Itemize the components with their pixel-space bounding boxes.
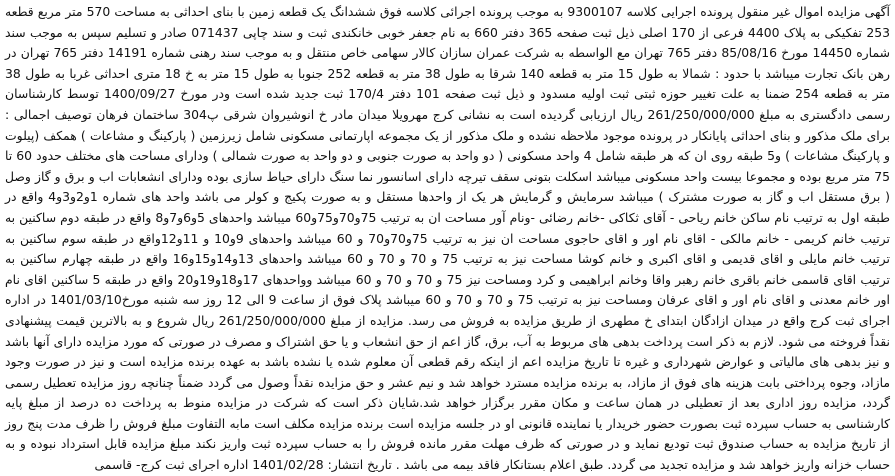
notice-text: آگهی مزایده اموال غیر منقول پرونده اجرایی کلاسه 9300107 به موجب پرونده اجرائی کلاسه فوق ششدانگ یک قطعه زمین با بنای احداثی به مساحت 570 متر مربع قطعه 253 تفکیکی به پلاک 4400 فرعی از 170 اصلی ذیل ثبت صفحه 365 دفتر 660 به نام جعفر خوبی خانکندی ثبت و سند چاپی 071437 صادر و تسلیم سپس به موجب سند شماره 14450 مورخ 85/08/16 دفتر 765 تهران مع الواسطه به شرکت عمران سازان کالار سهامی خاص منتقل و به موجب سند رهنی شماره 14191 دفتر 765 تهران در رهن بانک تجارت میباشد با حدود : شمالا به طول 15 متر به قطعه 140 شرقا به طول 38 متر به قطعه 252 جنوبا به طول 15 متر به خ 18 متری احداثی غربا به طول 38 متر به قطعه 254 ضمنا به علت تغییر حوزه ثبتی ثبت اولیه مسدود و ذیل ثبت صفحه 101 دفتر 170/4 ثبت جدید شده است ودر مورخ 1400/09/27 توسط کارشناسان رسمی دادگستری به مبلغ 261/250/000/000 ریال ارزیابی گردیده است به نشانی کرج مهرویلا میدان مادر خ انوشیروان شرقی پ304 ساختمان فرهان توصیف اجمالی : برای ملک مذکور و بنای احداثی پایانکار در پرونده موجود ملاحظه نشده و ملک مذکور از یک مجموعه اپارتمانی مسکونی شامل زیرزمین ( پارکینگ و مشاعات ) همکف (پیلوت و پارکینگ مشاعات ) و5 طبقه روی ان که هر طبقه شامل 4 واحد مسکونی ( دو واحد به صورت جنوبی و دو واحد به صورت شمالی ) ودارای مساحت های مختلف حدود 60 تا 75 متر مربع بوده و مجموعا بیست واحد مسکونی میباشد اسکلت بتونی سقف تیرچه دارای اسانسور نما سنگ دارای حیاط سازی بوده ودارای انشعابات اب و برق و گاز وصل ( برق مستقل اب و گاز به صورت مشترک ) میباشد سرمایش و گرمایش هر یک از واحدها مستقل و به صورت پکیج و کولر می باشد واحد های شماره 1و2و3و4 واقع در طبقه اول به ترتیب نام ساکن خانم ریاحی - آقای ثکاکی -خانم رضائی -ونام آور مساحت ان به ترتیب 75و70و75و60 میباشد واحدهای 5و6و7و8 واقع در طبقه دوم ساکنین به ترتیب خانم کریمی - خانم مالکی - اقای نام اور و اقای حاجوی مساحت ان نیز به ترتیب 75و70و70 و 60 میباشد واحدهای 9و10 و 11و12واقع در طبقه سوم ساکنین به ترتیب خانم مایلی و اقای قدیمی و اقای اکبری و خانم کوشا مساحت نیز به ترتیب 75 و 70 و 70 و 60 میباشد واحدهای 13و14و15و16 واقع در طبقه چهارم ساکنین به ترتیب اقای قاسمی خانم باقری خانم رهبر واقا وخانم ابراهیمی و کرد ومساحت نیز 75 و 70 و 70 و 60 میباشد وواحدهای 17و18و19و20 واقع در طبقه 5 ساکنین اقای نام اور خانم معدنی و اقای نام اور و اقای عرفان ومساحت نیز به ترتیب 75 و 70 و 70 و 60 میباشد پلاک فوق از ساعت 9 الی 12 روز سه شنبه مورخ1401/03/10 در اداره اجرای ثبت کرج واقع در میدان ازادگان ابتدای خ مطهری از طریق مزایده به فروش می رسد. مزایده از مبلغ 261/250/000/000 ریال شروع و به بالاترین قیمت پیشنهادی نقداً فروخته می شود. لازم به ذکر است پرداخت بدهی های مربوط به آب، برق، گاز اعم از حق انشعاب و یا حق اشتراک و مصرف در صورتی که مورد مزایده دارای آنها باشد و نیز بدهی های مالیاتی و عوارض شهرداری و غیره تا تاریخ مزایده اعم از اینکه رقم قطعی آن معلوم شده یا نشده باشد به عهده برنده مزایده است و نیز در صورت وجود مازاد، وجوه پرداختی بابت هزینه های فوق از مازاد، به برنده مزایده مسترد خواهد شد و نیم عشر و حق مزایده نقداً وصول می گردد ضمناً چنانچه روز مزایده تعطیل رسمی گردد، مزایده روز اداری بعد از تعطیلی در همان ساعت و مکان مقرر برگزار خواهد شد.شایان ذکر است که شرکت در مزایده منوط به پرداخت ده درصد از مبلغ پایه کارشناسی به حساب سپرده ثبت بصورت حضور خریدار یا نماینده قانونی او در جلسه مزایده است برنده مزایده مکلف است مابه التفاوت مبلغ فروش را ظرف مدت پنج روز از تاریخ مزایده به حساب صندوق ثبت تودیع نماید و در صورتی که ظرف مهلت مقرر مانده فروش را به حساب سپرده ثبت واریز نکند مبلغ مزایده قابل استرداد نبوده و به حساب خزانه واریز خواهد شد و مزایده تجدید می گردد. طبق اعلام بستانکار فاقد بیمه می باشد . تاریخ انتشار: 1401/02/28 اداره اجرای ثبت کرج- قاسمی: [5, 4, 890, 473]
